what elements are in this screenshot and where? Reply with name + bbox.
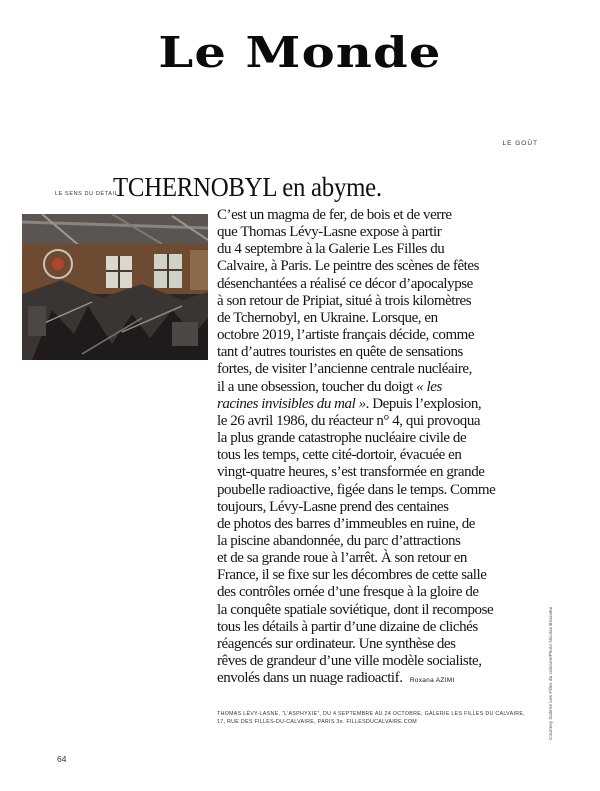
- body-line: la piscine abandonnée, du parc d’attractions: [217, 532, 461, 549]
- quote-after: . Depuis l’explosion,: [365, 395, 482, 412]
- body-line: de photos des barres d’immeubles en ruine, de: [217, 515, 476, 532]
- body-line: France, il se fixe sur les décombres de cette salle: [217, 567, 487, 584]
- body-line: Calvaire, à Paris. Le peintre des scènes de fêtes: [217, 258, 479, 275]
- headline: TCHERNOBYL en abyme.: [113, 172, 382, 202]
- artwork-photo-image: [22, 214, 208, 360]
- body-line-text: envolés dans un nuage radioactif.: [217, 670, 403, 687]
- body-line: la conquête spatiale soviétique, dont il recompose: [217, 601, 494, 618]
- article-body: [217, 207, 545, 689]
- body-line: et de sa grande roue à l’arrêt. À son retour en: [217, 550, 467, 567]
- author-signature: Roxana AZIMI: [409, 677, 455, 685]
- photo-credit: Courtesy Galerie Les Filles du calvaire/Photo Nicolas Brasseur: [549, 606, 554, 740]
- body-line: fortes, de visiter l’ancienne centrale nucléaire,: [217, 361, 472, 378]
- body-line: tous les temps, cette cité-dortoir, évacuée en: [217, 447, 462, 464]
- page-number: 64: [57, 754, 67, 764]
- exhibition-credits: [217, 710, 547, 726]
- body-line: à son retour de Pripiat, situé à trois kilomètres: [217, 292, 472, 309]
- body-line: C’est un magma de fer, de bois et de verre: [217, 207, 452, 223]
- body-line: tant d’autres touristes en quête de sensations: [217, 344, 463, 361]
- masthead-logo: Le Monde: [158, 28, 442, 77]
- body-line: toujours, Lévy-Lasne prend des centaines: [217, 498, 449, 515]
- body-line: le 26 avril 1986, du réacteur n° 4, qui provoqua: [217, 412, 481, 429]
- kicker: LE SENS DU DÉTAIL: [55, 191, 119, 197]
- body-line: tous les détails à partir d’une dizaine de clichés: [217, 618, 478, 635]
- body-line-text: il a une obsession, toucher du doigt: [217, 378, 413, 395]
- section-label: LE GOÛT: [502, 140, 538, 147]
- credits-line: THOMAS LÉVY-LASNE, “L’ASPHYXIE”, DU 4 SEPTEMBRE AU 24 OCTOBRE, GALERIE LES FILLES DU CALVAIRE,: [217, 711, 525, 717]
- body-line: rêves de grandeur d’une ville modèle socialiste,: [217, 653, 482, 670]
- body-line: la plus grande catastrophe nucléaire civile de: [217, 430, 467, 447]
- artwork-photo: [22, 214, 208, 360]
- body-line: vingt-quatre heures, s’est transformée en grande: [217, 464, 485, 481]
- body-line: des contrôles ornée d’une fresque à la gloire de: [217, 584, 479, 601]
- body-line: désenchantées a réalisé ce décor d’apocalypse: [217, 275, 473, 292]
- body-line: réagencés sur ordinateur. Une synthèse des: [217, 635, 456, 652]
- body-line: que Thomas Lévy-Lasne expose à partir: [217, 224, 442, 241]
- body-line: [217, 396, 545, 413]
- body-line: [217, 379, 545, 396]
- body-line: [217, 670, 545, 689]
- body-line: octobre 2019, l’artiste français décide, comme: [217, 327, 475, 344]
- credits-line: 17, RUE DES FILLES-DU-CALVAIRE, PARIS 3e. FILLESDUCALVAIRE.COM: [217, 719, 418, 725]
- body-line: du 4 septembre à la Galerie Les Filles du: [217, 241, 445, 258]
- body-line: poubelle radioactive, figée dans le temps. Comme: [217, 481, 496, 498]
- quote-text: racines invisibles du mal »: [217, 395, 366, 412]
- body-line: de Tchernobyl, en Ukraine. Lorsque, en: [217, 309, 438, 326]
- quote-start: « les: [416, 378, 442, 395]
